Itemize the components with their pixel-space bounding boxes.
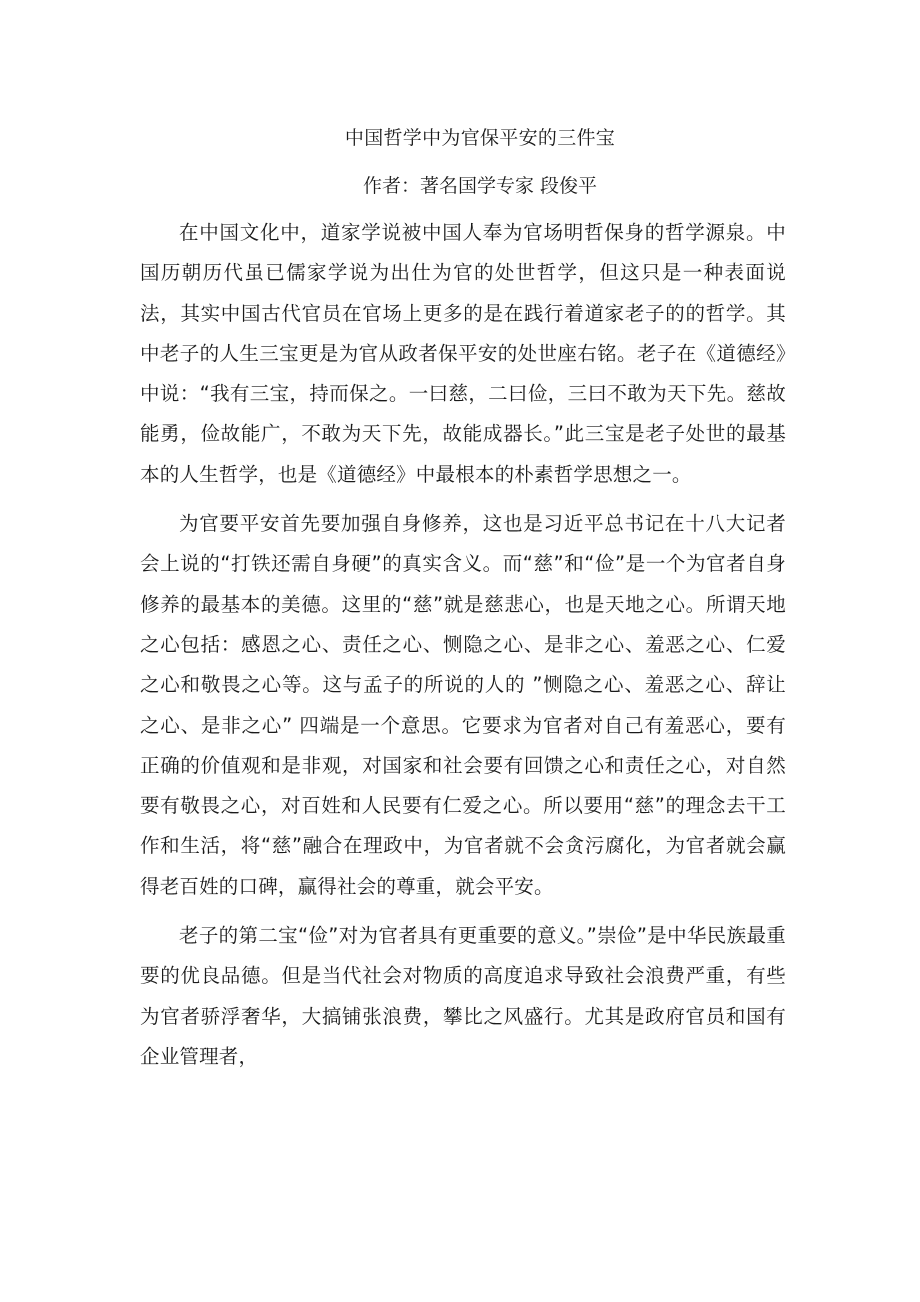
paragraph-3: 老子的第二宝“俭”对为官者具有更重要的意义。”崇俭”是中华民族最重要的优良品德。但是当代社会对物质的高度追求导致社会浪费严重，有些为官者骄浮奢华，大搞铺张浪费，攀比之风盛行。尤其是政府官员和国有企业管理者， <box>140 924 786 1068</box>
document-body <box>140 213 786 1086</box>
paragraph-1: 在中国文化中，道家学说被中国人奉为官场明哲保身的哲学源泉。中国历朝历代虽已儒家学说为出仕为官的处世哲学，但这只是一种表面说法，其实中国古代官员在官场上更多的是在践行着道家老子的的哲学。其中老子的人生三宝更是为官从政者保平安的处世座右铭。老子在《道德经》中说：“我有三宝，持而保之。一曰慈，二曰俭，三曰不敢为天下先。慈故能勇，俭故能广，不敢为天下先，故能成器长。”此三宝是老子处世的最基本的人生哲学，也是《道德经》中最根本的朴素哲学思想之一。 <box>140 221 786 486</box>
document-author: 作者：著名国学专家 段俊平 <box>362 175 598 197</box>
paragraph-2: 为官要平安首先要加强自身修养，这也是习近平总书记在十八大记者会上说的“打铁还需自身硬”的真实含义。而“慈”和“俭”是一个为官者自身修养的最基本的美德。这里的“慈”就是慈悲心，也是天地之心。所谓天地之心包括：感恩之心、责任之心、恻隐之心、是非之心、羞恶之心、仁爱之心和敬畏之心等。这与孟子的所说的人的 ”恻隐之心、羞恶之心、辞让之心、是非之心” 四端是一个意思。它要求为官者对自己有羞恶心，要有正确的价值观和是非观，对国家和社会要有回馈之心和责任之心，对自然要有敬畏之心，对百姓和人民要有仁爱之心。所以要用“慈”的理念去干工作和生活，将“慈”融合在理政中，为官者就不会贪污腐化，为官者就会赢得老百姓的口碑，赢得社会的尊重，就会平安。 <box>140 512 786 898</box>
document-title: 中国哲学中为官保平安的三件宝 <box>344 127 616 149</box>
